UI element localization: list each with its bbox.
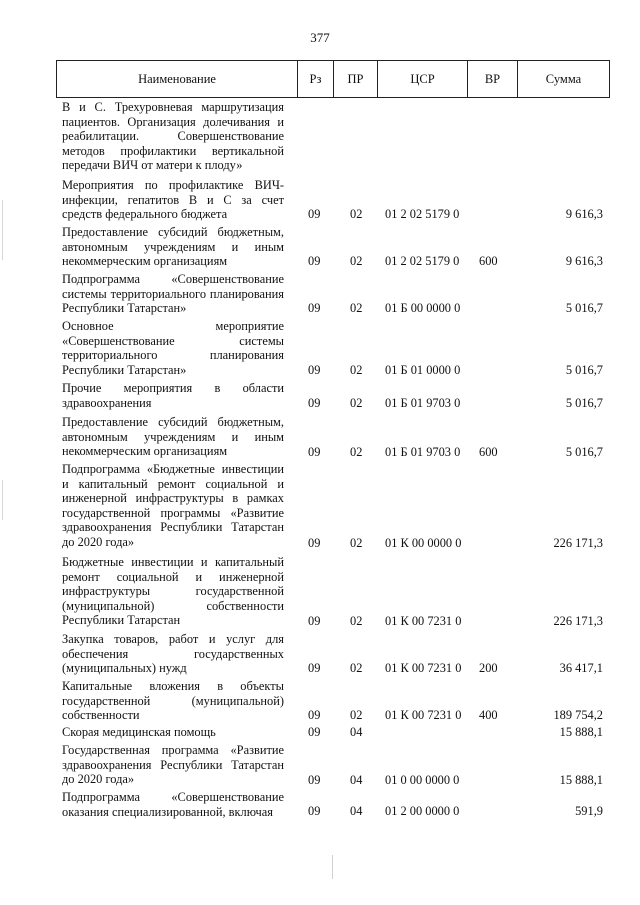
- row-sum: 5 016,7: [565, 396, 603, 410]
- row-name: Основное мероприятие «Совершенствование системы территориального планирования Республики Татарстан»: [62, 319, 284, 377]
- row-name: В и С. Трехуровневая маршрутизация пациентов. Организация долечивания и реабилитации. Совершенствование методов профилактики вертикальной передачи ВИЧ от матери к плоду»: [62, 100, 284, 173]
- row-csr: 01 2 02 5179 0: [385, 254, 460, 268]
- header-sum: Сумма: [517, 61, 609, 97]
- row-csr: 01 К 00 0000 0: [385, 536, 462, 550]
- row-name: Подпрограмма «Совершенствование системы территориального планирования Республики Татарстан»: [62, 272, 284, 316]
- table-row: [56, 381, 610, 411]
- row-csr: 01 Б 01 9703 0: [385, 396, 461, 410]
- row-name: Бюджетные инвестиции и капитальный ремонт социальной и инженерной инфраструктуры государственной (муниципальной) собственности Республики Татарстан: [62, 555, 284, 628]
- row-name: Подпрограмма «Совершенствование оказания специализированной, включая: [62, 790, 284, 819]
- row-sum: 15 888,1: [559, 725, 603, 739]
- table-row: [56, 555, 610, 629]
- table-row: [56, 415, 610, 459]
- row-name: Предоставление субсидий бюджетным, автономным учреждениям и иным некоммерческим организациям: [62, 225, 284, 269]
- table-row: [56, 272, 610, 316]
- header-pr: ПР: [333, 61, 377, 97]
- scan-edge-mark: [2, 200, 3, 260]
- row-rz: 09: [308, 445, 321, 459]
- header-name: Наименование: [138, 72, 216, 86]
- header-csr: ЦСР: [377, 61, 467, 97]
- scan-dust-mark: [332, 855, 333, 879]
- table-row: [56, 319, 610, 379]
- row-name: Закупка товаров, работ и услуг для обеспечения государственных (муниципальных) нужд: [62, 632, 284, 676]
- row-pr: 02: [350, 363, 363, 377]
- row-pr: 02: [350, 708, 363, 722]
- row-csr: 01 К 00 7231 0: [385, 661, 462, 675]
- table-row: [56, 632, 610, 676]
- scan-edge-mark: [2, 480, 3, 520]
- row-name: Прочие мероприятия в области здравоохранения: [62, 381, 284, 410]
- row-rz: 09: [308, 708, 321, 722]
- row-sum: 189 754,2: [553, 708, 603, 722]
- row-rz: 09: [308, 363, 321, 377]
- row-pr: 02: [350, 301, 363, 315]
- row-csr: 01 0 00 0000 0: [385, 773, 460, 787]
- row-sum: 9 616,3: [565, 207, 603, 221]
- row-name: Предоставление субсидий бюджетным, автономным учреждениям и иным некоммерческим организациям: [62, 415, 284, 459]
- row-pr: 02: [350, 254, 363, 268]
- row-csr: 01 К 00 7231 0: [385, 708, 462, 722]
- row-sum: 36 417,1: [559, 661, 603, 675]
- row-pr: 02: [350, 536, 363, 550]
- page-number: 377: [310, 30, 330, 45]
- table-row: [56, 790, 610, 820]
- row-csr: 01 К 00 7231 0: [385, 614, 462, 628]
- row-pr: 02: [350, 614, 363, 628]
- row-sum: 591,9: [575, 804, 603, 818]
- table-row: [56, 725, 610, 741]
- row-name: Скорая медицинская помощь: [62, 725, 216, 739]
- row-pr: 04: [350, 804, 363, 818]
- row-sum: 5 016,7: [565, 301, 603, 315]
- row-name: Подпрограмма «Бюджетные инвестиции и капитальный ремонт социальной и инженерной инфраструктуры в рамках государственной программы «Развитие здравоохранения Республики Татарстан до 2020 года»: [62, 462, 284, 549]
- row-rz: 09: [308, 301, 321, 315]
- row-rz: 09: [308, 804, 321, 818]
- table-row: [56, 225, 610, 269]
- row-csr: 01 Б 00 0000 0: [385, 301, 461, 315]
- table-row: [56, 100, 610, 174]
- row-vr: 600: [479, 445, 498, 459]
- row-rz: 09: [308, 396, 321, 410]
- row-rz: 09: [308, 614, 321, 628]
- row-sum: 5 016,7: [565, 445, 603, 459]
- row-vr: 400: [479, 708, 498, 722]
- row-rz: 09: [308, 207, 321, 221]
- row-pr: 04: [350, 773, 363, 787]
- row-csr: 01 2 02 5179 0: [385, 207, 460, 221]
- row-rz: 09: [308, 254, 321, 268]
- row-rz: 09: [308, 773, 321, 787]
- row-csr: 01 2 00 0000 0: [385, 804, 460, 818]
- table-header: [56, 60, 610, 98]
- row-name: Капитальные вложения в объекты государственной (муниципальной) собственности: [62, 679, 284, 723]
- row-name: Мероприятия по профилактике ВИЧ-инфекции, гепатитов В и С за счет средств федерального бюджета: [62, 178, 284, 222]
- table-row: [56, 462, 610, 552]
- row-name: Государственная программа «Развитие здравоохранения Республики Татарстан до 2020 года»: [62, 743, 284, 787]
- row-sum: 5 016,7: [565, 363, 603, 377]
- table-row: [56, 679, 610, 723]
- header-rz: Рз: [297, 61, 333, 97]
- row-pr: 04: [350, 725, 363, 739]
- row-sum: 226 171,3: [553, 536, 603, 550]
- row-pr: 02: [350, 661, 363, 675]
- table-row: [56, 743, 610, 787]
- row-rz: 09: [308, 725, 321, 739]
- row-pr: 02: [350, 445, 363, 459]
- header-vr: ВР: [467, 61, 517, 97]
- table-row: [56, 178, 610, 222]
- row-csr: 01 Б 01 9703 0: [385, 445, 461, 459]
- row-sum: 15 888,1: [559, 773, 603, 787]
- row-vr: 600: [479, 254, 498, 268]
- row-pr: 02: [350, 396, 363, 410]
- row-csr: 01 Б 01 0000 0: [385, 363, 461, 377]
- row-rz: 09: [308, 536, 321, 550]
- row-rz: 09: [308, 661, 321, 675]
- row-pr: 02: [350, 207, 363, 221]
- row-sum: 226 171,3: [553, 614, 603, 628]
- row-sum: 9 616,3: [565, 254, 603, 268]
- row-vr: 200: [479, 661, 498, 675]
